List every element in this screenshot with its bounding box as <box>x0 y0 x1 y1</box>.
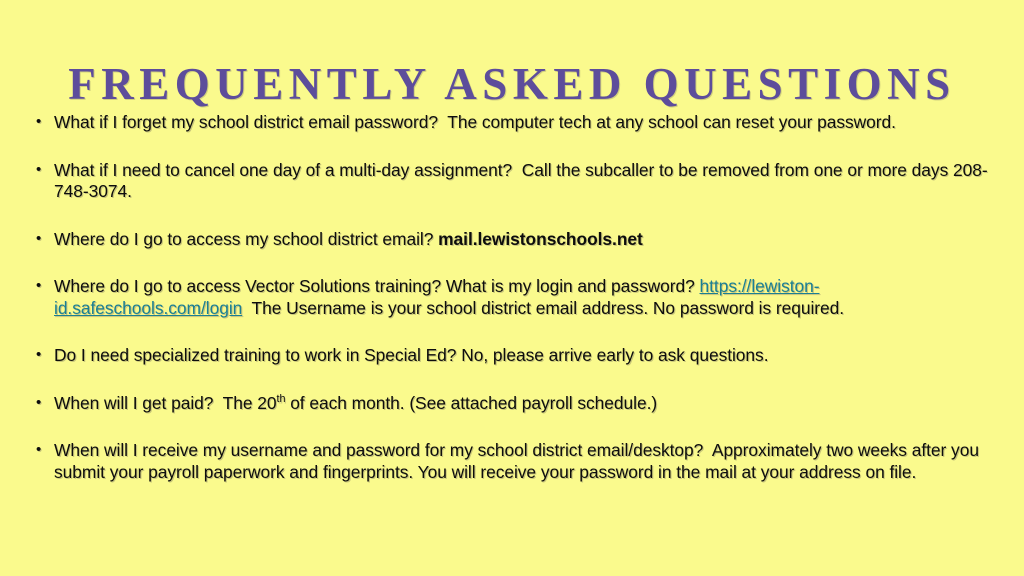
faq-list <box>32 112 992 483</box>
list-item <box>32 276 992 319</box>
faq-answer-email-address: mail.lewistonschools.net <box>438 228 643 249</box>
faq-question-access-email: Where do I go to access my school district email? <box>54 228 434 249</box>
faq-answer-vector-training: The Username is your school district email address. No password is required. <box>251 297 845 318</box>
faq-answer-pay-date-rest: of each month. (See attached payroll schedule.) <box>285 392 658 413</box>
page-title: FREQUENTLY ASKED QUESTIONS <box>68 59 956 110</box>
link-text-segment-1: https://lewiston- <box>699 276 820 296</box>
faq-answer-email-password: The computer tech at any school can reset your password. <box>447 112 896 132</box>
list-item <box>32 229 992 251</box>
faq-answer-special-ed: No, please arrive early to ask questions. <box>461 345 769 365</box>
faq-content-area <box>32 112 992 483</box>
faq-question-username-delivery: When will I receive my username and password for my school district email/desktop? <box>54 440 704 460</box>
list-item <box>32 345 992 367</box>
faq-answer-cancel-assignment: Call the subcaller to be removed from one or more days 208-748-3074. <box>54 159 988 201</box>
faq-question-email-password: What if I forget my school district email password? <box>54 112 439 132</box>
faq-question-pay-date: When will I get paid? <box>54 392 214 413</box>
list-item <box>32 440 992 483</box>
list-item <box>32 112 992 134</box>
link-text-segment-2: id.safeschools.com/login <box>54 297 243 318</box>
ordinal-suffix: th <box>276 392 286 405</box>
list-item <box>32 393 992 415</box>
list-item <box>32 160 992 203</box>
faq-question-cancel-assignment: What if I need to cancel one day of a multi-day assignment? <box>54 159 513 180</box>
faq-answer-pay-day-number: The 20 <box>222 392 277 413</box>
faq-question-special-ed: Do I need specialized training to work in Special Ed? <box>54 345 457 365</box>
faq-question-vector-training: Where do I go to access Vector Solutions training? What is my login and password? <box>54 276 695 296</box>
faq-answer-username-delivery: Approximately two weeks after you submit your payroll paperwork and fingerprints. You will receive your password in the mail at your address on file. <box>54 440 979 482</box>
